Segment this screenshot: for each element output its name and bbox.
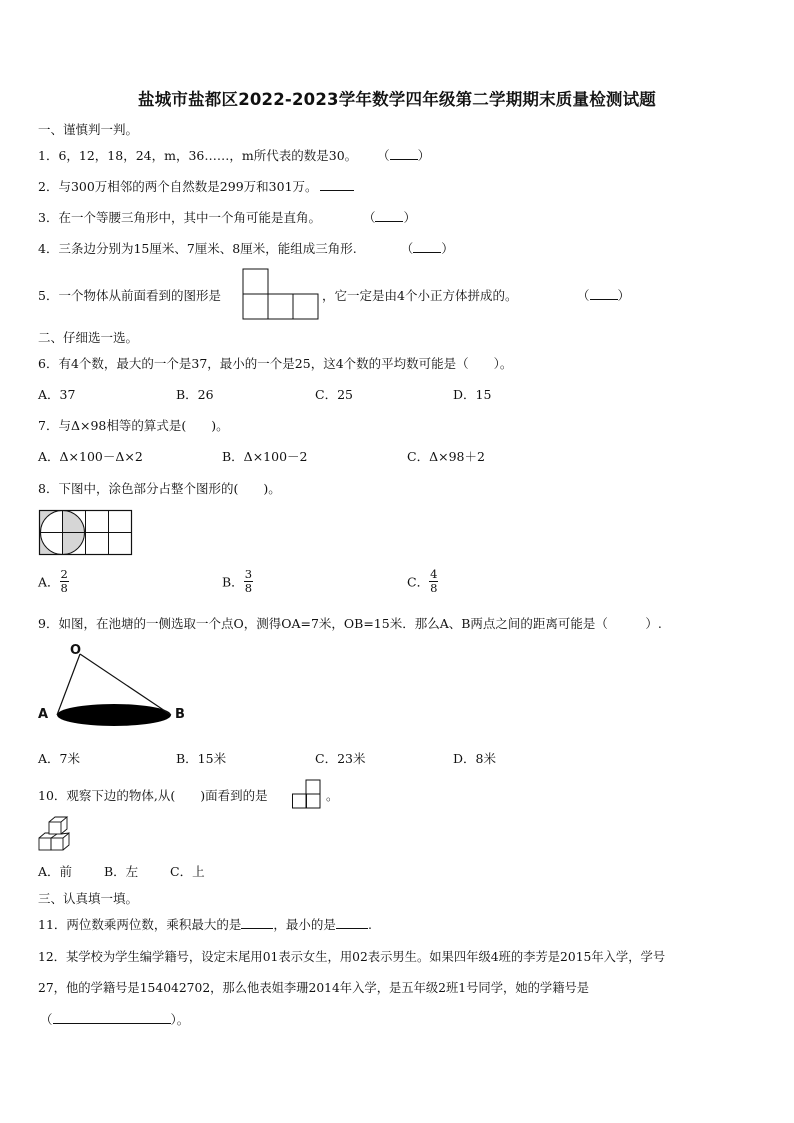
question-9-text: 9．如图，在池塘的一侧选取一个点O，测得OA=7米，OB=15米．那么A、B两点之间的距离可能是（ ）. [38,616,662,631]
question-6-text: 6．有4个数，最大的一个是37，最小的一个是25，这4个数的平均数可能是（ ）。 [38,356,513,371]
question-3-paren-open: （ [362,210,376,225]
question-10-view-figure [292,779,324,811]
cube-bl-front [39,838,51,850]
question-2-text: 2．与300万相邻的两个自然数是299万和301万。 [38,179,318,194]
view-bottom-right-square [306,794,320,808]
question-3-paren-close: ） [403,210,416,225]
cube-br-top-left [51,834,57,838]
option-a-denominator: 8 [60,581,68,595]
front-view-bottom-square-2 [268,294,293,319]
question-9-option-b[interactable]: B．15米 [176,751,227,766]
question-12-line-2: 27，他的学籍号是154042702，那么他表姐李珊2014年入学，是五年级2班1号同学，她的学籍号是 [38,981,590,995]
question-7-option-c[interactable]: C．Δ×98＋2 [407,449,485,464]
front-view-top-square [243,269,268,294]
question-10-option-c[interactable]: C．上 [170,864,205,879]
question-5-front-view-figure [242,268,320,320]
question-11-text-c: . [367,917,372,932]
question-4-answer-blank[interactable] [413,240,441,253]
question-7-option-b[interactable]: B．Δ×100－2 [222,449,308,464]
page-title: 盐城市盐都区2022-2023学年数学四年级第二学期期末质量检测试题 [138,90,656,109]
question-8-shaded-figure [39,510,135,556]
question-3-answer-blank[interactable] [375,209,403,222]
option-a-label: A． [38,574,60,590]
question-1-paren-open: （ [377,148,390,163]
option-b-numerator: 3 [244,567,253,581]
question-9-option-c[interactable]: C．23米 [315,751,366,766]
question-8-option-c[interactable] [407,568,438,595]
question-1 [38,146,430,164]
question-4-paren-close: ） [441,241,454,256]
question-9-option-a[interactable]: A．7米 [38,751,80,766]
question-4 [38,239,454,257]
point-b-label: B [175,707,185,722]
front-view-bottom-square-3 [293,294,318,319]
question-11-blank-max[interactable] [241,916,273,929]
question-12-answer-blank[interactable] [53,1011,171,1024]
option-b-label: B． [222,574,244,590]
cube-top-front [49,822,61,834]
section-heading-judge: 一、谨慎判一判。 [38,122,139,137]
question-6-option-c[interactable]: C．25 [315,387,353,402]
option-c-fraction [429,568,438,595]
question-12-paren-close: ）。 [170,1012,190,1027]
question-6-option-d[interactable]: D．15 [453,387,492,402]
question-8-option-b[interactable] [222,568,253,595]
cube-br-front [51,838,63,850]
question-10-cubes-figure [37,815,73,853]
question-7-option-a[interactable]: A．Δ×100－Δ×2 [38,449,143,464]
option-b-fraction [244,568,253,595]
cube-top-top [49,817,67,822]
question-6-option-b[interactable]: B．26 [176,387,214,402]
question-10-option-a[interactable]: A．前 [38,864,73,879]
question-1-text: 1．6，12，18，24，m，36……，m所代表的数是30。 [38,148,358,163]
option-c-numerator: 4 [430,567,438,581]
question-10-text-a: 10．观察下边的物体,从( )面看到的是 [38,788,268,803]
option-a-fraction [60,568,69,595]
question-4-paren-open: （ [400,241,414,256]
question-5-paren-open: （ [577,288,590,303]
option-c-label: C． [407,574,430,590]
point-o-label: O [70,643,82,658]
view-top-square [306,780,320,794]
question-9-pond-figure [34,640,194,735]
cube-br-side [63,833,69,850]
option-c-denominator: 8 [430,581,438,595]
question-8-option-a[interactable] [38,568,69,595]
section-heading-choose: 二、仔细选一选。 [38,330,139,345]
question-12-paren-open: （ [40,1012,53,1027]
question-10-option-b[interactable]: B．左 [104,864,139,879]
question-11-text-b: ，最小的是 [273,917,336,932]
cube-bl-top [39,833,49,838]
question-3 [38,208,416,226]
question-10-text-b: 。 [326,788,339,803]
option-b-denominator: 8 [244,581,253,595]
question-7-text: 7．与Δ×98相等的算式是( )。 [38,418,229,433]
line-oa [57,654,80,715]
point-a-label: A [38,707,49,722]
question-3-text: 3．在一个等腰三角形中，其中一个角可能是直角。 [38,210,321,225]
question-11-blank-min[interactable] [336,916,368,929]
question-5-paren [577,286,630,304]
question-5-answer-blank[interactable] [590,287,618,300]
view-bottom-left-square [293,794,307,808]
question-6-option-a[interactable]: A．37 [38,387,76,402]
question-12-line-1: 12．某学校为学生编学籍号，设定末尾用01表示女生，用02表示男生。如果四年级4班的李芳是2015年入学，学号 [38,950,666,964]
question-9-option-d[interactable]: D．8米 [453,751,496,766]
question-11-text-a: 11．两位数乘两位数，乘积最大的是 [38,917,242,932]
question-2-answer-blank[interactable] [320,178,354,191]
question-5-paren-close: ） [617,288,631,303]
question-1-answer-blank[interactable] [390,147,418,160]
question-1-paren-close: ） [417,148,431,163]
section-heading-fill: 三、认真填一填。 [38,891,139,906]
question-5-text-a: 5．一个物体从前面看到的图形是 [38,288,221,303]
question-8-text: 8．下图中，涂色部分占整个图形的( )。 [38,481,281,496]
question-5-text-b: ，它一定是由4个小正方体拼成的。 [322,288,518,303]
question-11 [38,915,372,933]
pond-ellipse [57,704,171,726]
question-2 [38,177,354,195]
front-view-bottom-square-1 [243,294,268,319]
question-4-text: 4．三条边分别为15厘米、7厘米、8厘米，能组成三角形. [38,241,357,256]
option-a-numerator: 2 [60,567,68,581]
question-12-answer [40,1010,189,1028]
